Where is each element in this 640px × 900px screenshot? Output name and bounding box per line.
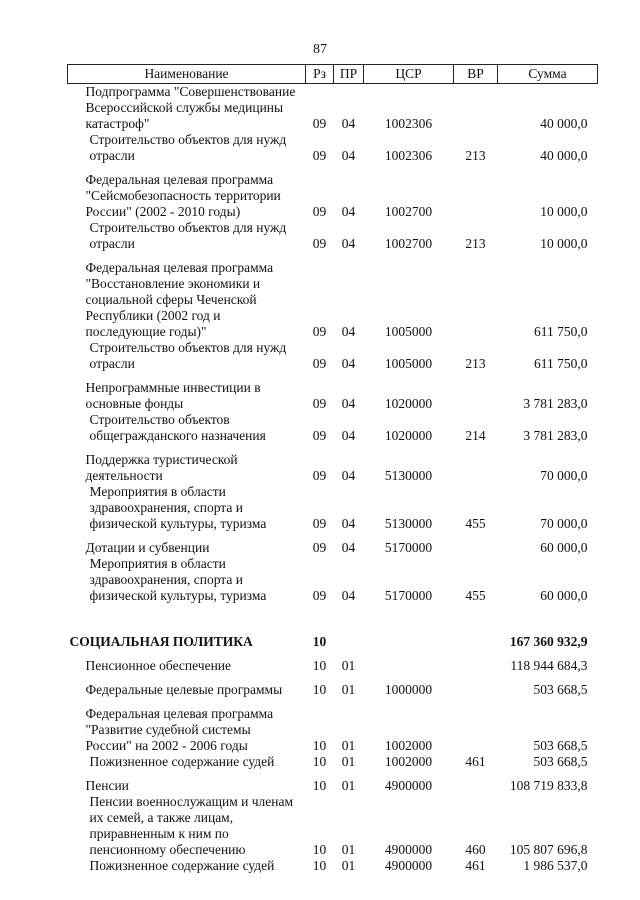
row-vr: 455 xyxy=(465,516,486,531)
row-rz: 10 xyxy=(312,842,327,857)
row-pr: 01 xyxy=(341,738,356,753)
row-rz: 09 xyxy=(312,204,327,219)
table-row xyxy=(68,252,598,340)
row-csr: 5130000 xyxy=(384,516,433,531)
row-pr: 04 xyxy=(341,116,356,131)
row-vr: 213 xyxy=(465,356,486,371)
row-vr: 213 xyxy=(465,148,486,163)
row-vr: 461 xyxy=(465,754,486,769)
row-rz: 10 xyxy=(312,658,327,673)
table-row xyxy=(68,674,598,698)
row-csr: 1005000 xyxy=(384,324,433,339)
row-vr: 460 xyxy=(465,842,486,857)
table-row xyxy=(68,132,598,164)
row-sum: 167 360 932,9 xyxy=(509,634,588,649)
row-pr: 04 xyxy=(341,468,356,483)
row-rz: 10 xyxy=(312,858,327,873)
header-rz: Рз xyxy=(306,65,334,84)
row-name: Пожизненное содержание судей xyxy=(89,858,275,873)
row-rz: 10 xyxy=(312,738,327,753)
row-name: Пенсии военнослужащим и членам их семей, а также лицам, приравненным к ним по пенсионному обеспечению xyxy=(89,794,294,857)
row-name: Строительство объектов для нужд отрасли xyxy=(89,340,287,371)
row-vr: 214 xyxy=(465,428,486,443)
row-vr xyxy=(454,444,498,484)
row-pr: 01 xyxy=(341,842,356,857)
row-pr: 01 xyxy=(341,658,356,673)
row-vr xyxy=(454,604,498,650)
table-row xyxy=(68,754,598,770)
row-sum: 611 750,0 xyxy=(534,324,588,339)
row-rz: 09 xyxy=(312,356,327,371)
row-name: Пожизненное содержание судей xyxy=(89,754,275,769)
row-rz: 10 xyxy=(312,682,327,697)
header-vr: ВР xyxy=(454,65,498,84)
row-pr: 04 xyxy=(341,540,356,555)
row-csr: 1002306 xyxy=(384,148,433,163)
row-pr: 04 xyxy=(341,516,356,531)
row-name: СОЦИАЛЬНАЯ ПОЛИТИКА xyxy=(69,634,253,649)
row-sum: 1 986 537,0 xyxy=(523,858,588,873)
row-name: Непрограммные инвестиции в основные фонды xyxy=(85,380,261,411)
row-rz: 09 xyxy=(312,148,327,163)
row-pr: 04 xyxy=(341,356,356,371)
row-csr xyxy=(364,604,454,650)
row-pr: 01 xyxy=(341,858,356,873)
table-row xyxy=(68,412,598,444)
row-csr: 4900000 xyxy=(384,858,433,873)
table-row xyxy=(68,650,598,674)
row-sum: 10 000,0 xyxy=(540,204,588,219)
row-sum: 10 000,0 xyxy=(540,236,588,251)
row-name: Строительство объектов для нужд отрасли xyxy=(89,220,287,251)
row-pr: 01 xyxy=(341,754,356,769)
table-row xyxy=(68,372,598,412)
row-csr: 1020000 xyxy=(384,396,433,411)
row-pr xyxy=(334,604,364,650)
row-rz: 09 xyxy=(312,468,327,483)
row-csr: 5170000 xyxy=(384,588,433,603)
page-number: 87 xyxy=(313,42,327,57)
header-sum: Сумма xyxy=(498,65,598,84)
row-name: Федеральные целевые программы xyxy=(85,682,283,697)
row-rz: 09 xyxy=(312,588,327,603)
section-row xyxy=(68,604,598,650)
row-rz: 09 xyxy=(312,516,327,531)
row-sum: 503 668,5 xyxy=(533,754,588,769)
row-rz: 09 xyxy=(312,116,327,131)
table-row xyxy=(68,556,598,604)
row-name: Пенсии xyxy=(85,778,129,793)
row-pr: 01 xyxy=(341,682,356,697)
row-name: Подпрограмма "Совершенствование Всероссийской службы медицины катастроф" xyxy=(85,84,296,131)
row-name: Строительство объектов для нужд отрасли xyxy=(89,132,287,163)
row-rz: 10 xyxy=(312,634,327,649)
row-vr xyxy=(454,698,498,754)
row-sum: 40 000,0 xyxy=(540,116,588,131)
row-pr: 04 xyxy=(341,324,356,339)
row-csr: 1002000 xyxy=(384,738,433,753)
row-csr: 1000000 xyxy=(384,682,433,697)
row-pr: 04 xyxy=(341,428,356,443)
row-vr: 461 xyxy=(465,858,486,873)
row-csr: 5170000 xyxy=(384,540,433,555)
row-vr xyxy=(454,770,498,794)
row-rz: 09 xyxy=(312,236,327,251)
row-pr: 04 xyxy=(341,204,356,219)
row-csr: 1005000 xyxy=(384,356,433,371)
row-name: Пенсионное обеспечение xyxy=(85,658,232,673)
row-vr xyxy=(454,372,498,412)
row-name: Мероприятия в области здравоохранения, спорта и физической культуры, туризма xyxy=(89,484,267,531)
row-rz: 10 xyxy=(312,778,327,793)
row-vr xyxy=(454,252,498,340)
table-row xyxy=(68,532,598,556)
row-csr: 4900000 xyxy=(384,778,433,793)
row-sum: 70 000,0 xyxy=(540,516,588,531)
row-rz: 09 xyxy=(312,540,327,555)
row-name: Дотации и субвенции xyxy=(85,540,210,555)
row-sum: 611 750,0 xyxy=(534,356,588,371)
table-row xyxy=(68,794,598,858)
row-rz: 09 xyxy=(312,324,327,339)
row-vr xyxy=(454,674,498,698)
row-sum: 118 944 684,3 xyxy=(510,658,588,673)
row-vr xyxy=(454,164,498,220)
row-sum: 3 781 283,0 xyxy=(523,396,588,411)
row-vr xyxy=(454,650,498,674)
row-rz: 09 xyxy=(312,396,327,411)
header-csr: ЦСР xyxy=(364,65,454,84)
table-row xyxy=(68,444,598,484)
row-vr: 213 xyxy=(465,236,486,251)
row-rz: 10 xyxy=(312,754,327,769)
row-sum: 3 781 283,0 xyxy=(523,428,588,443)
row-name: Поддержка туристической деятельности xyxy=(85,452,238,483)
row-vr xyxy=(454,84,498,133)
row-rz: 09 xyxy=(312,428,327,443)
header-name: Наименование xyxy=(68,65,306,84)
row-sum: 105 807 696,8 xyxy=(509,842,588,857)
row-pr: 04 xyxy=(341,148,356,163)
row-sum: 60 000,0 xyxy=(540,540,588,555)
row-csr: 1002700 xyxy=(384,204,433,219)
row-name: Мероприятия в области здравоохранения, спорта и физической культуры, туризма xyxy=(89,556,267,603)
row-sum: 70 000,0 xyxy=(540,468,588,483)
row-csr xyxy=(364,650,454,674)
row-csr: 1020000 xyxy=(384,428,433,443)
row-vr xyxy=(454,532,498,556)
row-csr: 4900000 xyxy=(384,842,433,857)
row-csr: 5130000 xyxy=(384,468,433,483)
row-pr: 04 xyxy=(341,588,356,603)
table-row xyxy=(68,858,598,874)
row-sum: 503 668,5 xyxy=(533,682,588,697)
table-row xyxy=(68,84,598,133)
table-header-row xyxy=(68,65,598,84)
table-body xyxy=(68,84,598,875)
table-row xyxy=(68,220,598,252)
row-vr: 455 xyxy=(465,588,486,603)
table-row xyxy=(68,770,598,794)
row-sum: 108 719 833,8 xyxy=(509,778,588,793)
row-name: Федеральная целевая программа "Сейсмобезопасность территории России" (2002 - 2010 годы) xyxy=(85,172,281,219)
row-pr: 04 xyxy=(341,236,356,251)
row-csr: 1002000 xyxy=(384,754,433,769)
table-row xyxy=(68,164,598,220)
table-row xyxy=(68,484,598,532)
row-name: Строительство объектов общегражданского назначения xyxy=(89,412,266,443)
header-pr: ПР xyxy=(334,65,364,84)
table-row xyxy=(68,698,598,754)
row-csr: 1002700 xyxy=(384,236,433,251)
row-csr: 1002306 xyxy=(384,116,433,131)
row-sum: 40 000,0 xyxy=(540,148,588,163)
budget-table xyxy=(67,64,598,874)
row-pr: 01 xyxy=(341,778,356,793)
row-name: Федеральная целевая программа "Развитие судебной системы России" на 2002 - 2006 годы xyxy=(85,706,274,753)
row-sum: 60 000,0 xyxy=(540,588,588,603)
row-sum: 503 668,5 xyxy=(533,738,588,753)
row-pr: 04 xyxy=(341,396,356,411)
row-name: Федеральная целевая программа "Восстановление экономики и социальной сферы Чеченской Республики (2002 год и последующие годы)" xyxy=(85,260,274,339)
table-row xyxy=(68,340,598,372)
